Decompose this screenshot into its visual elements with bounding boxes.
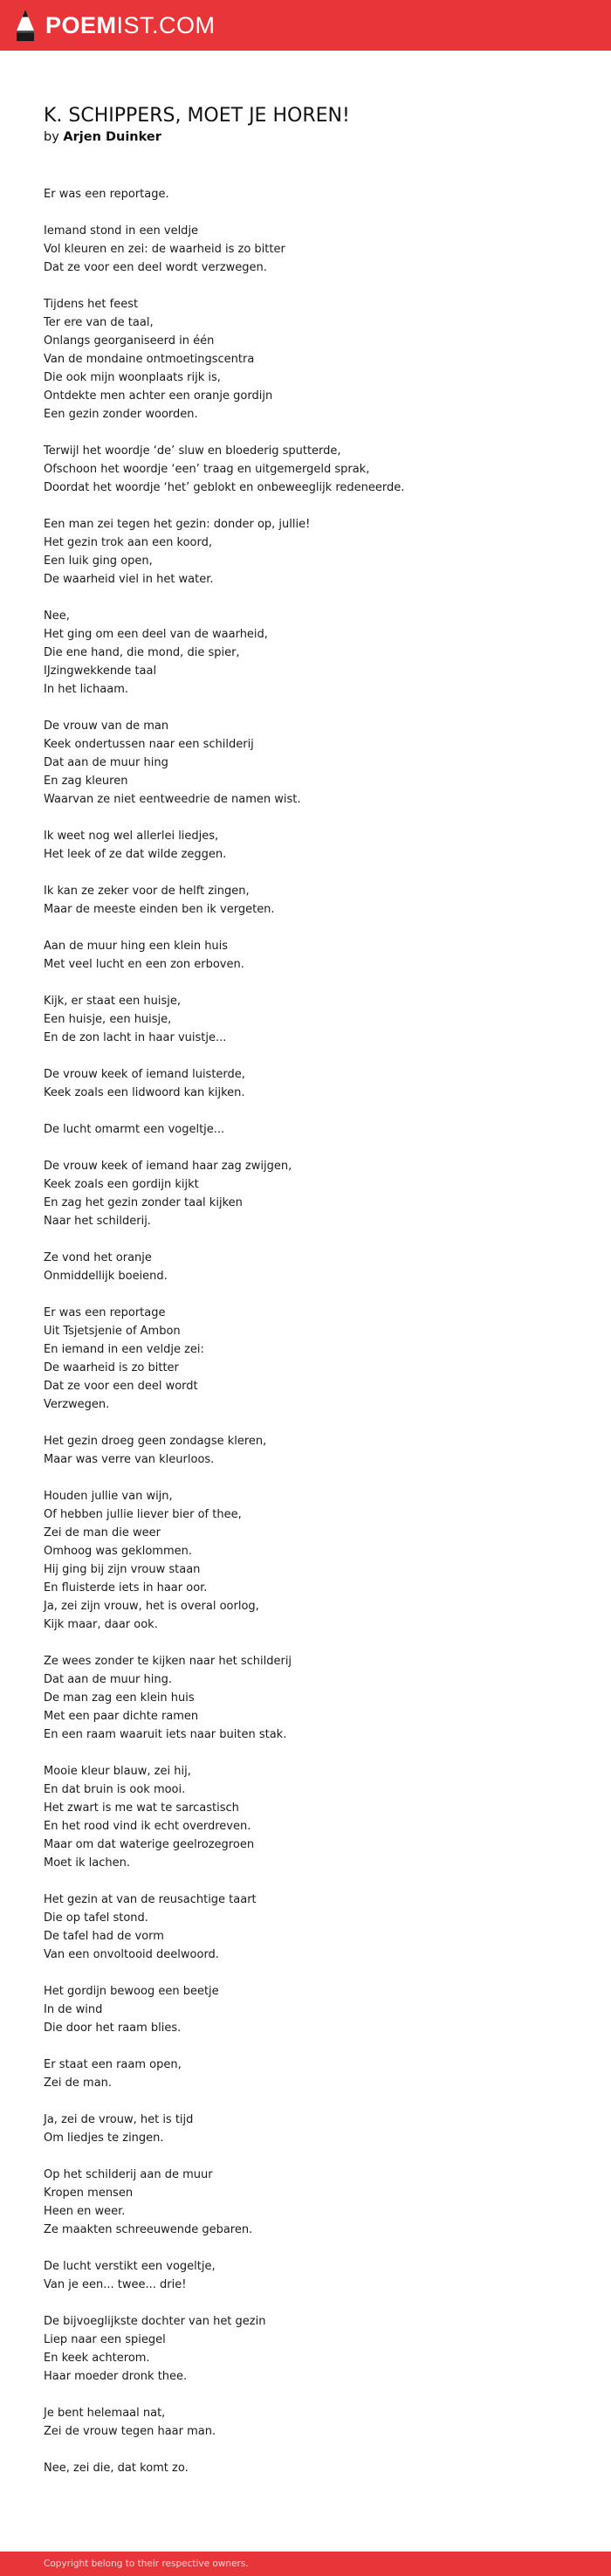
poem-line: Ik weet nog wel allerlei liedjes, [44, 830, 219, 843]
poem-line: Een luik ging open, [44, 554, 153, 568]
poem-line: Liep naar een spiegel [44, 2333, 166, 2346]
poem-line: Van de mondaine ontmoetingscentra [44, 353, 255, 366]
poem-title: K. SCHIPPERS, MOET JE HOREN! [44, 105, 350, 127]
poem-line: IJzingwekkende taal [44, 665, 157, 678]
poem-line: Mooie kleur blauw, zei hij, [44, 1765, 191, 1778]
stanza [44, 442, 576, 497]
poem-line: De tafel had de vorm [44, 1930, 164, 1943]
poem-body [44, 185, 576, 2477]
stanza [44, 2111, 576, 2147]
byline [44, 129, 576, 145]
poem-line: Ze maakten schreeuwende gebaren. [44, 2223, 253, 2236]
poem-line: Dat aan de muur hing [44, 756, 168, 769]
poem-line: De vrouw keek of iemand haar zag zwijgen, [44, 1160, 292, 1173]
poem-line: Haar moeder dronk thee. [44, 2370, 188, 2383]
poem-line: En een raam waaruit iets naar buiten stak. [44, 1728, 287, 1741]
poem-line: En fluisterde iets in haar oor. [44, 1581, 208, 1595]
poem-line: Ze wees zonder te kijken naar het schilderij [44, 1655, 292, 1668]
stanza [44, 2257, 576, 2294]
poem-line: Doordat het woordje ‘het’ geblokt en onbeweeglijk redeneerde. [44, 481, 405, 494]
poem-line: En keek achterom. [44, 2352, 150, 2365]
poem-line: Maar om dat waterige geelrozegroen [44, 1838, 255, 1851]
poem-line: Maar de meeste einden ben ik vergeten. [44, 903, 275, 916]
poem-line: Waarvan ze niet eentweedrie de namen wist. [44, 793, 301, 806]
poem-line: Een man zei tegen het gezin: donder op, jullie! [44, 518, 311, 531]
poem-line: Iemand stond in een veldje [44, 224, 199, 238]
poem-line: Die door het raam blies. [44, 2022, 182, 2035]
poem-line: Omhoog was geklommen. [44, 1545, 192, 1558]
stanza [44, 1762, 576, 1872]
stanza [44, 1249, 576, 1285]
poem-line: Naar het schilderij. [44, 1215, 151, 1228]
poem-line: Terwijl het woordje ‘de’ sluw en bloederig sputterde, [44, 444, 341, 458]
poem-line: Je bent helemaal nat, [44, 2407, 166, 2420]
poem-line: En iemand in een veldje zei: [44, 1343, 204, 1356]
poem-line: Zei de man. [44, 2077, 113, 2090]
poem-line: Die ene hand, die mond, die spier, [44, 646, 240, 659]
poem-line: Ter ere van de taal, [44, 316, 154, 329]
poem-line: Dat ze voor een deel wordt [44, 1380, 198, 1393]
poem-line: De vrouw keek of iemand luisterde, [44, 1068, 245, 1081]
poem-line: De man zag een klein huis [44, 1691, 195, 1705]
poem-line: Het gezin at van de reusachtige taart [44, 1893, 257, 1906]
poem-line: En de zon lacht in haar vuistje... [44, 1031, 227, 1044]
poem-line: De waarheid viel in het water. [44, 573, 214, 586]
pencil-icon [14, 8, 37, 43]
poem-line: In de wind [44, 2003, 103, 2016]
poem-line: Of hebben jullie liever bier of thee, [44, 1508, 242, 1521]
poem-line: Het zwart is me wat te sarcastisch [44, 1801, 239, 1815]
poem-line: Zei de vrouw tegen haar man. [44, 2425, 216, 2438]
poem-line: Onmiddellijk boeiend. [44, 1270, 168, 1283]
poem-line: Het leek of ze dat wilde zeggen. [44, 848, 227, 861]
stanza [44, 937, 576, 974]
stanza [44, 1652, 576, 1744]
poem-line: Onlangs georganiseerd in één [44, 334, 215, 348]
poem-line: Uit Tsjetsjenie of Ambon [44, 1325, 181, 1338]
stanza [44, 295, 576, 424]
poem-line: Heen en weer. [44, 2205, 126, 2218]
stanza [44, 222, 576, 277]
stanza [44, 1487, 576, 1634]
poem-line: De bijvoeglijkste dochter van het gezin [44, 2315, 266, 2328]
poem-line: Om liedjes te zingen. [44, 2132, 164, 2145]
stanza [44, 717, 576, 809]
byline-prefix: by [44, 130, 59, 144]
stanza [44, 185, 576, 203]
poem-line: Er was een reportage [44, 1306, 166, 1319]
poem-line: Maar was verre van kleurloos. [44, 1453, 215, 1466]
poem-line: Dat ze voor een deel wordt verzwegen. [44, 261, 267, 274]
poem-line: Moet ik lachen. [44, 1856, 131, 1870]
poem-line: Kijk maar, daar ook. [44, 1618, 158, 1631]
poem-line: De lucht omarmt een vogeltje... [44, 1123, 225, 1136]
stanza [44, 2312, 576, 2386]
poem-line: Aan de muur hing een klein huis [44, 940, 229, 953]
stanza [44, 2404, 576, 2441]
poem-line: Van je een... twee... drie! [44, 2278, 187, 2291]
poem-line: Houden jullie van wijn, [44, 1490, 173, 1503]
stanza [44, 882, 576, 919]
poem-line: Keek zoals een lidwoord kan kijken. [44, 1086, 245, 1099]
poem-line: Verzwegen. [44, 1398, 110, 1411]
stanza [44, 992, 576, 1047]
poem-line: Het gordijn bewoog een beetje [44, 1985, 219, 1998]
poem-line: Vol kleuren en zei: de waarheid is zo bitter [44, 243, 285, 256]
poem-line: Keek ondertussen naar een schilderij [44, 738, 254, 751]
poem-line: Die op tafel stond. [44, 1911, 148, 1925]
poem-line: Hij ging bij zijn vrouw staan [44, 1563, 201, 1576]
stanza [44, 1432, 576, 1469]
poem-line: Ze vond het oranje [44, 1251, 152, 1264]
stanza [44, 1157, 576, 1230]
site-header [0, 0, 611, 51]
poem-line: Zei de man die weer [44, 1526, 161, 1539]
poem-line: Met veel lucht en een zon erboven. [44, 958, 244, 971]
poem-line: Kropen mensen [44, 2187, 134, 2200]
stanza [44, 1982, 576, 2037]
stanza [44, 2459, 576, 2477]
poem-line: Een huisje, een huisje, [44, 1013, 172, 1026]
poem-line: Een gezin zonder woorden. [44, 408, 198, 421]
poem-line: Ja, zei zijn vrouw, het is overal oorlog, [44, 1600, 259, 1613]
brand-name [45, 11, 216, 38]
stanza [44, 607, 576, 699]
stanza [44, 827, 576, 864]
poem-line: Die ook mijn woonplaats rijk is, [44, 371, 221, 384]
poem-line: Kijk, er staat een huisje, [44, 995, 182, 1008]
poem-line: En zag kleuren [44, 775, 128, 788]
stanza [44, 1891, 576, 1964]
poem-line: Tijdens het feest [44, 298, 139, 311]
poem-line: Keek zoals een gordijn kijkt [44, 1178, 199, 1191]
poem-line: Ik kan ze zeker voor de helft zingen, [44, 885, 250, 898]
poem-line: Met een paar dichte ramen [44, 1710, 199, 1723]
poem-line: Er was een reportage. [44, 188, 169, 201]
poem-line: De vrouw van de man [44, 720, 169, 733]
poem-line: En het rood vind ik echt overdreven. [44, 1820, 251, 1833]
brand-light: IST.COM [116, 11, 216, 38]
stanza [44, 2166, 576, 2239]
poem-line: Er staat een raam open, [44, 2058, 182, 2071]
poem-content [44, 105, 576, 2496]
stanza [44, 1065, 576, 1102]
stanza [44, 1120, 576, 1139]
poem-line: Ofschoon het woordje ‘een’ traag en uitgemergeld sprak, [44, 463, 370, 476]
poem-line: Nee, zei die, dat komt zo. [44, 2462, 189, 2475]
poem-line: Het gezin trok aan een koord, [44, 536, 212, 549]
poem-line: Nee, [44, 610, 70, 623]
stanza [44, 1304, 576, 1414]
copyright-text: Copyright belong to their respective owners. [44, 2559, 249, 2569]
poem-line: Van een onvoltooid deelwoord. [44, 1948, 219, 1961]
poem-line: De waarheid is zo bitter [44, 1361, 179, 1374]
poem-line: Het ging om een deel van de waarheid, [44, 628, 268, 641]
poem-line: Ontdekte men achter een oranje gordijn [44, 389, 273, 403]
poem-line: Op het schilderij aan de muur [44, 2168, 213, 2181]
poem-line: En zag het gezin zonder taal kijken [44, 1196, 243, 1209]
site-footer [0, 2552, 611, 2576]
author-link[interactable]: Arjen Duinker [63, 130, 161, 144]
poem-line: Dat aan de muur hing. [44, 1673, 172, 1686]
site-logo-link[interactable] [14, 8, 216, 43]
poem-line: In het lichaam. [44, 683, 129, 696]
stanza [44, 515, 576, 589]
poem-line: De lucht verstikt een vogeltje, [44, 2260, 216, 2273]
poem-line: Ja, zei de vrouw, het is tijd [44, 2113, 194, 2126]
brand-strong: POEM [45, 11, 117, 38]
poem-line: En dat bruin is ook mooi. [44, 1783, 186, 1796]
poem-line: Het gezin droeg geen zondagse kleren, [44, 1435, 267, 1448]
stanza [44, 2056, 576, 2092]
